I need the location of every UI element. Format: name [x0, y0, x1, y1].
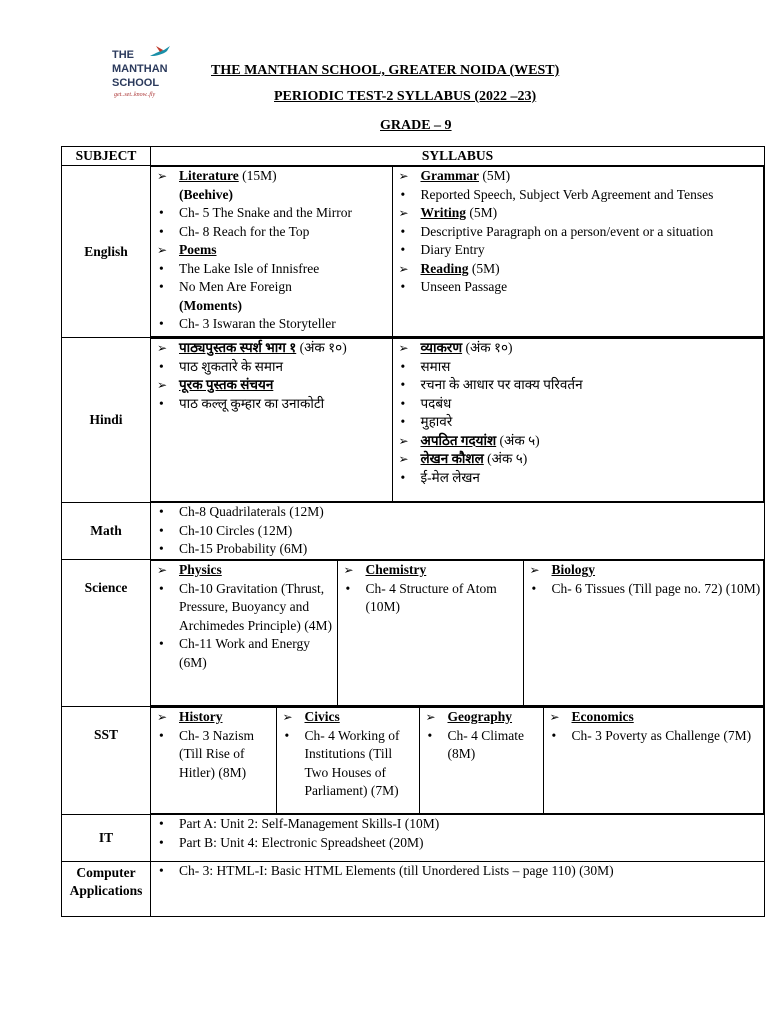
list-item: • Ch-10 Circles (12M) — [151, 522, 764, 541]
heading-text: Poems — [179, 242, 217, 257]
list-item: • Ch-11 Work and Energy (6M) — [151, 635, 337, 672]
list-item: • Ch- 3 Nazism (Till Rise of Hitler) (8M) — [151, 727, 276, 783]
document-title: PERIODIC TEST-2 SYLLABUS (2022 –23) — [274, 89, 537, 104]
heading-marks: (5M) — [468, 260, 500, 276]
section-heading — [338, 561, 523, 580]
heading-text: पाठ्यपुस्तक स्पर्श भाग १ — [179, 340, 297, 355]
heading-marks: (5M) — [466, 205, 498, 220]
list-item: • समास — [393, 358, 764, 377]
computer-syllabus — [151, 862, 765, 917]
heading-text: Geography — [447, 709, 513, 724]
heading-marks: (5M) — [478, 168, 511, 183]
list-item: • No Men Are Foreign — [151, 278, 392, 297]
list-item: • Ch- 6 Tissues (Till page no. 72) (10M) — [524, 580, 764, 599]
school-logo — [112, 42, 182, 112]
list-item: • ई-मेल लेखन — [393, 469, 764, 488]
heading-text: Grammar — [420, 168, 479, 183]
book-title-text: (Moments) — [179, 297, 242, 313]
section-heading — [151, 241, 392, 260]
grade-heading: GRADE – 9 — [380, 118, 452, 133]
science-row — [62, 560, 765, 707]
list-item: • Unseen Passage — [393, 278, 764, 297]
list-item: • The Lake Isle of Innisfree — [151, 260, 392, 279]
list-item: • Part A: Unit 2: Self-Management Skills-I (10M) — [151, 815, 764, 834]
book-title-text: (Beehive) — [179, 186, 233, 202]
heading-marks: (15M) — [238, 168, 277, 183]
computer-row — [62, 862, 765, 917]
sst-row — [62, 707, 765, 815]
list-item: • रचना के आधार पर वाक्य परिवर्तन — [393, 376, 764, 395]
english-left-col — [151, 167, 392, 337]
section-heading — [393, 260, 764, 279]
list-item: • Ch- 8 Reach for the Top — [151, 223, 392, 242]
list-item: • Ch- 3 Iswaran the Storyteller — [151, 315, 392, 334]
chemistry-col — [337, 561, 523, 706]
biology-col — [523, 561, 764, 706]
sst-syllabus — [151, 707, 765, 815]
subject-sst: SST — [62, 707, 151, 815]
section-heading — [151, 708, 276, 727]
heading-text: History — [179, 709, 223, 724]
hindi-left-col — [151, 339, 392, 502]
heading-marks: (अंक ५) — [483, 451, 528, 466]
heading-text: Literature — [179, 168, 239, 183]
list-item: • Ch- 4 Climate (8M) — [420, 727, 543, 764]
subject-hindi: Hindi — [62, 338, 151, 503]
history-col — [151, 708, 276, 814]
hindi-syllabus — [151, 338, 765, 503]
geography-col — [419, 708, 543, 814]
subject-header: SUBJECT — [62, 147, 151, 166]
heading-text: व्याकरण — [420, 340, 463, 355]
it-row — [62, 815, 765, 862]
section-heading — [393, 204, 764, 223]
heading-marks: (अंक १०) — [296, 340, 347, 355]
subject-it: IT — [62, 815, 151, 862]
logo-line-1: THE — [112, 49, 134, 61]
hindi-row — [62, 338, 765, 503]
hummingbird-icon — [148, 44, 172, 60]
heading-marks: (अंक १०) — [462, 340, 513, 355]
section-heading — [151, 561, 337, 580]
syllabus-header: SYLLABUS — [151, 147, 765, 166]
hindi-right-col — [392, 339, 764, 502]
math-row — [62, 503, 765, 560]
heading-text: पूरक पुस्तक संचयन — [179, 377, 274, 392]
section-heading — [151, 376, 392, 395]
list-item: • पदबंध — [393, 395, 764, 414]
section-heading — [420, 708, 543, 727]
heading-text: लेखन कौशल — [420, 451, 484, 466]
heading-text: Biology — [551, 562, 596, 577]
subject-english: English — [62, 166, 151, 338]
english-syllabus — [151, 166, 765, 338]
science-syllabus — [151, 560, 765, 707]
math-syllabus — [151, 503, 765, 560]
list-item: • Diary Entry — [393, 241, 764, 260]
list-item: • Ch- 4 Structure of Atom (10M) — [338, 580, 523, 617]
section-heading — [277, 708, 419, 727]
section-heading — [393, 339, 764, 358]
section-heading — [393, 450, 764, 469]
table-header-row — [62, 147, 765, 166]
list-item: • Ch-10 Gravitation (Thrust, Pressure, Buoyancy and Archimedes Principle) (4M) — [151, 580, 337, 636]
logo-tagline: get..set..know..fly — [114, 92, 156, 98]
english-row — [62, 166, 765, 338]
book-title — [151, 297, 392, 316]
it-syllabus — [151, 815, 765, 862]
list-item: • Ch- 3 Poverty as Challenge (7M) — [544, 727, 764, 746]
economics-col — [543, 708, 764, 814]
subject-math: Math — [62, 503, 151, 560]
list-item: • Ch- 3: HTML-I: Basic HTML Elements (till Unordered Lists – page 110) (30M) — [151, 862, 764, 881]
subject-science: Science — [62, 560, 151, 707]
section-heading — [544, 708, 764, 727]
physics-col — [151, 561, 337, 706]
english-right-col — [392, 167, 764, 337]
subject-computer-applications: Computer Applications — [62, 862, 151, 917]
list-item: • Ch- 4 Working of Institutions (Till Two Houses of Parliament) (7M) — [277, 727, 419, 801]
heading-text: Civics — [304, 709, 340, 724]
book-title — [151, 186, 392, 205]
heading-text: Reading — [420, 260, 469, 276]
heading-text: अपठित गदयांश — [420, 432, 497, 448]
heading-marks: (अंक ५) — [496, 432, 540, 448]
section-heading — [393, 432, 764, 451]
heading-text: Economics — [571, 709, 634, 724]
list-item: • Ch-8 Quadrilaterals (12M) — [151, 503, 764, 522]
heading-text: Writing — [420, 205, 467, 220]
section-heading — [151, 339, 392, 358]
syllabus-table — [61, 146, 765, 917]
section-heading — [393, 167, 764, 186]
list-item: • Reported Speech, Subject Verb Agreement and Tenses — [393, 186, 764, 205]
heading-text: Physics — [179, 562, 222, 577]
list-item: • मुहावरे — [393, 413, 764, 432]
logo-line-3: SCHOOL — [112, 77, 160, 89]
list-item: • Ch-15 Probability (6M) — [151, 540, 764, 559]
list-item: • Descriptive Paragraph on a person/event or a situation — [393, 223, 764, 242]
list-item: • Ch- 5 The Snake and the Mirror — [151, 204, 392, 223]
list-item: • Part B: Unit 4: Electronic Spreadsheet (20M) — [151, 834, 764, 853]
section-heading — [524, 561, 764, 580]
list-item: • पाठ कल्लू कुम्हार का उनाकोटी — [151, 395, 392, 414]
logo-line-2: MANTHAN — [112, 63, 168, 75]
civics-col — [276, 708, 419, 814]
school-name: THE MANTHAN SCHOOL, GREATER NOIDA (WEST) — [211, 63, 560, 78]
list-item: • पाठ शुकतारे के समान — [151, 358, 392, 377]
section-heading — [151, 167, 392, 186]
heading-text: Chemistry — [365, 562, 427, 577]
